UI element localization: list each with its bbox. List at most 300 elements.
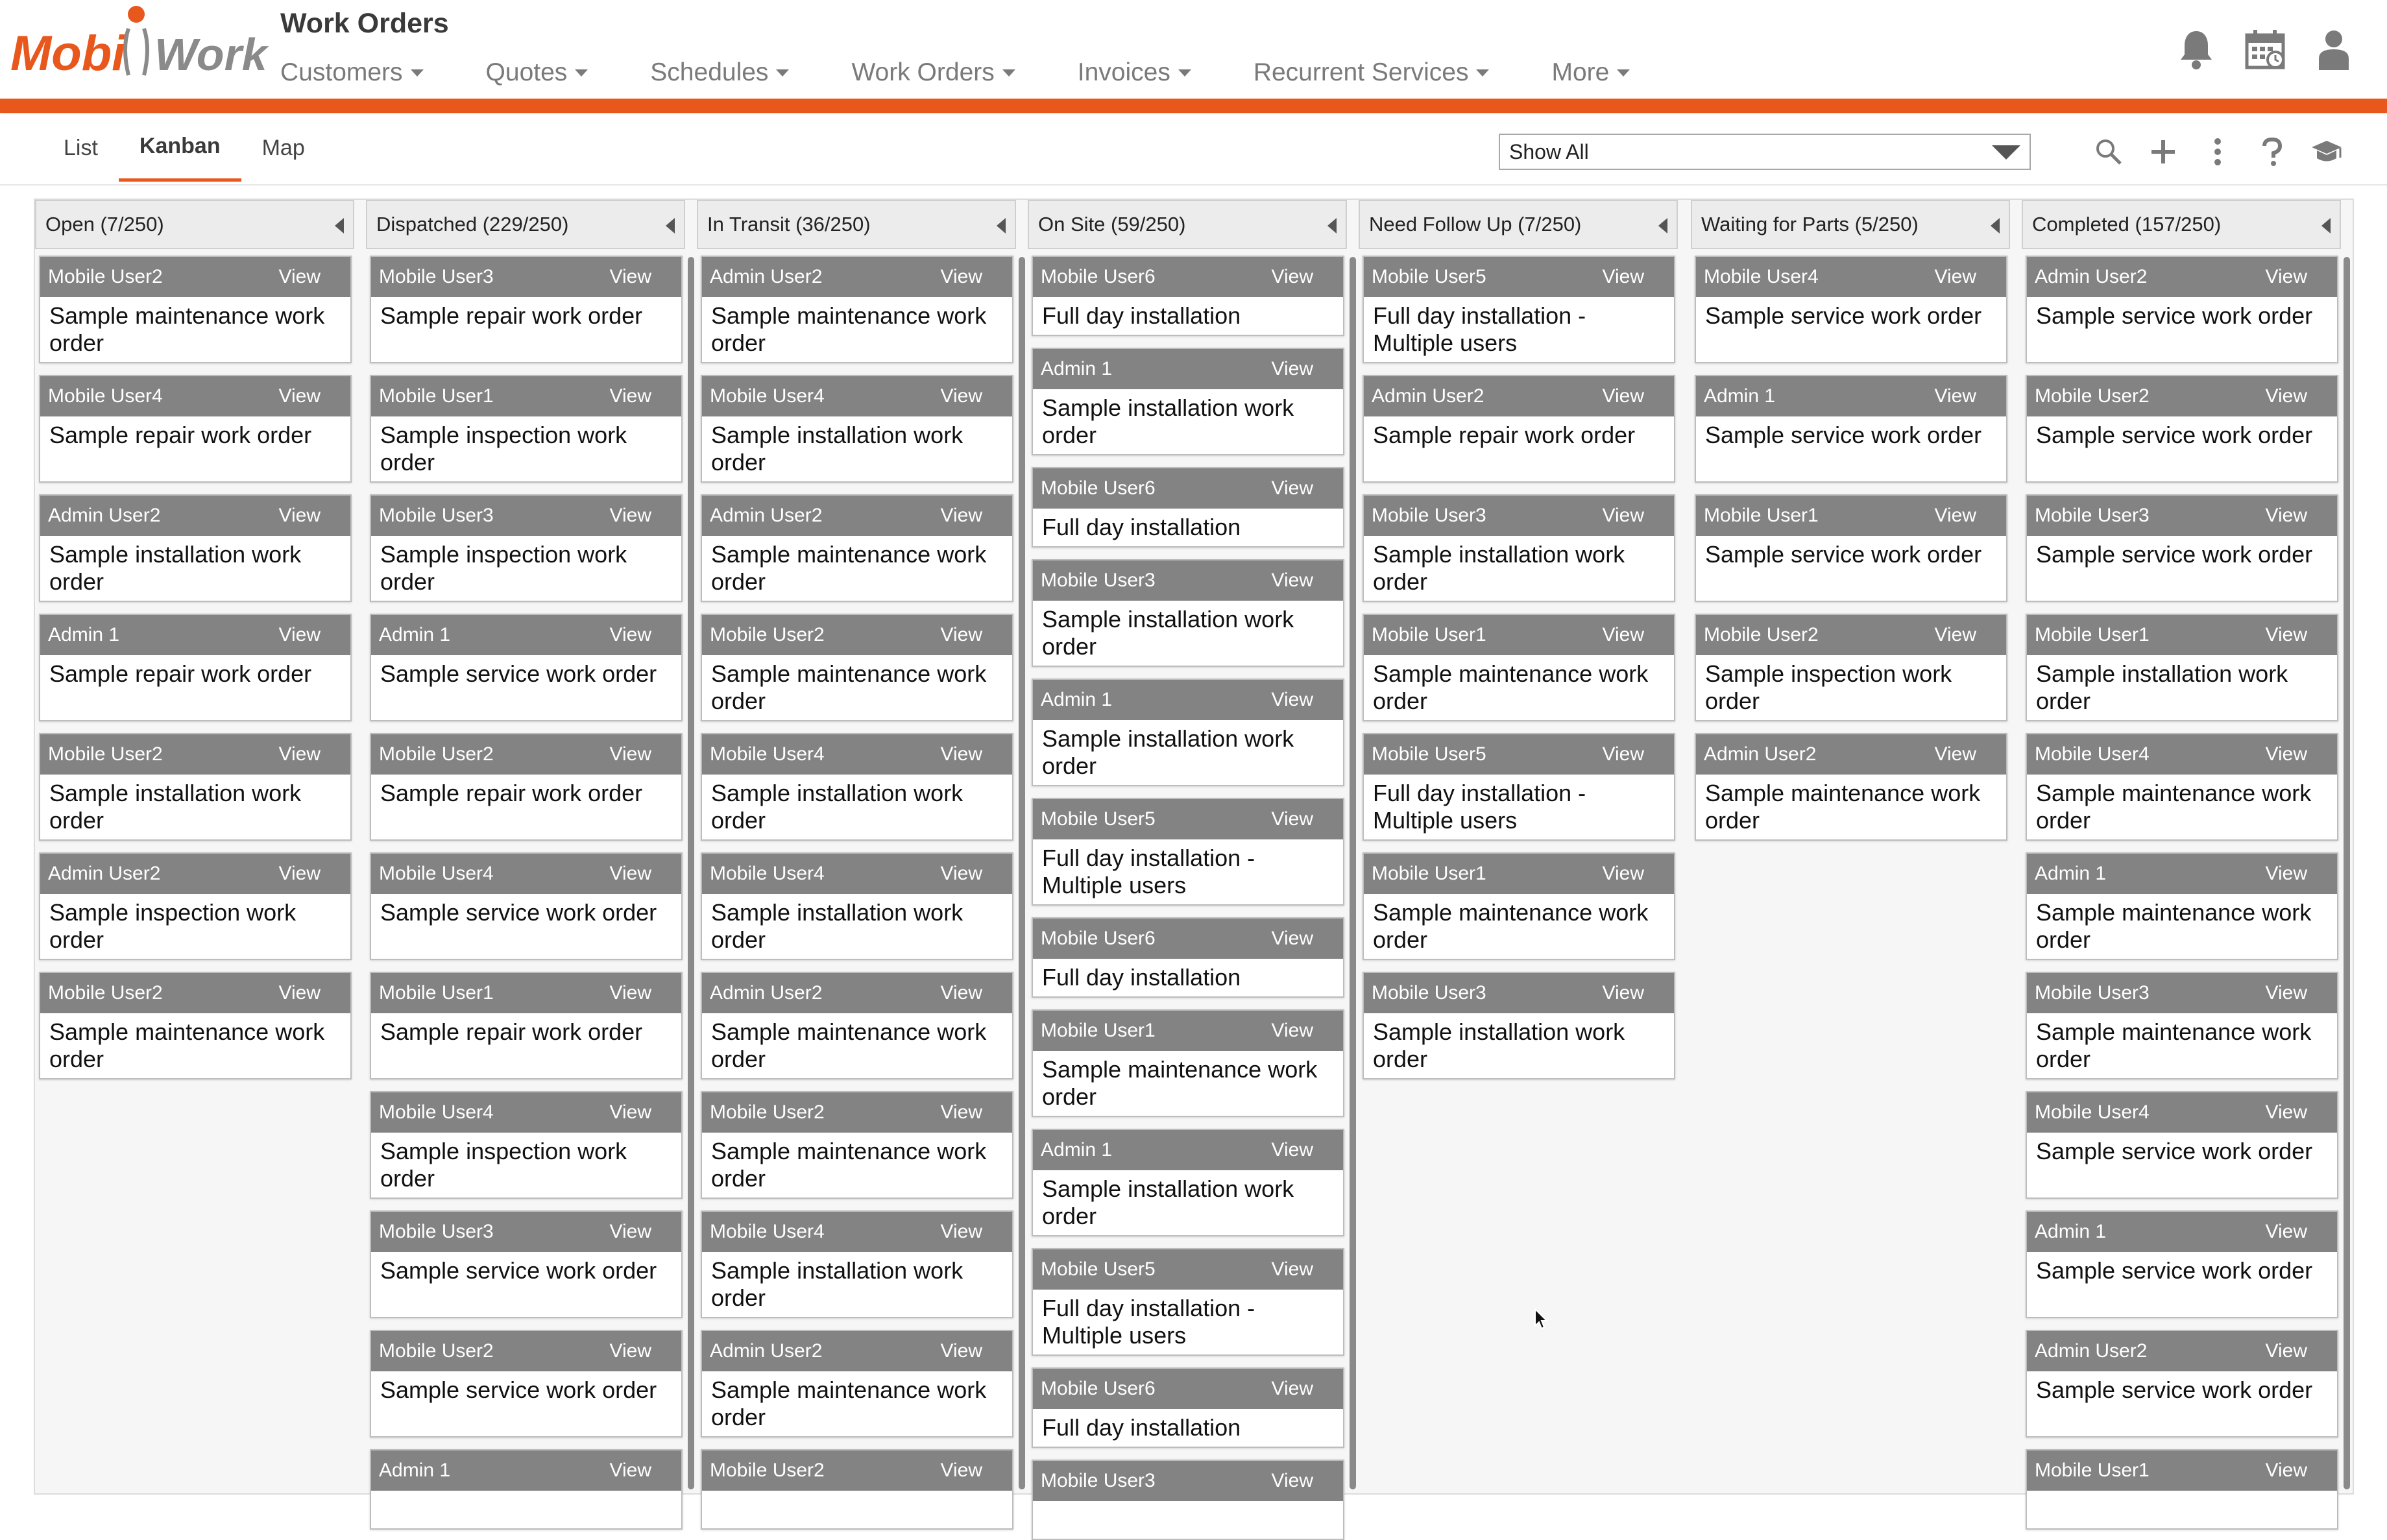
chevron-down-icon xyxy=(1178,69,1191,77)
card-header xyxy=(702,973,1012,1013)
card-title: Full day installation xyxy=(1042,1414,1241,1441)
card-assignee: Mobile User2 xyxy=(1704,624,1819,645)
column-scrollbar[interactable] xyxy=(1350,257,1356,1489)
view-link[interactable]: View xyxy=(1271,266,1313,287)
card-header xyxy=(1033,799,1343,839)
nav-work-orders-label: Work Orders xyxy=(851,58,995,86)
work-order-card[interactable] xyxy=(1363,852,1675,960)
card-title xyxy=(371,1491,681,1528)
view-link[interactable]: View xyxy=(609,624,651,645)
card-assignee: Admin User2 xyxy=(710,266,823,287)
view-link[interactable]: View xyxy=(1271,1020,1313,1041)
column-header xyxy=(2022,200,2341,249)
card-title: Sample maintenance work order xyxy=(2036,899,2312,953)
work-order-card[interactable] xyxy=(1032,559,1344,667)
card-header xyxy=(1364,973,1674,1013)
work-order-card[interactable] xyxy=(1032,1248,1344,1356)
card-title: Sample service work order xyxy=(2036,1377,2313,1403)
view-link[interactable]: View xyxy=(940,266,982,287)
card-assignee: Mobile User3 xyxy=(379,505,494,526)
card-title: Sample service work order xyxy=(380,1257,657,1284)
column-title: Need Follow Up (7/250) xyxy=(1369,213,1582,235)
view-link[interactable]: View xyxy=(278,743,321,765)
nav-recurrent-services-label: Recurrent Services xyxy=(1253,58,1469,86)
work-order-card[interactable] xyxy=(2026,733,2338,841)
work-order-card[interactable] xyxy=(1695,733,2007,841)
card-title: Sample service work order xyxy=(380,660,657,687)
work-order-card[interactable] xyxy=(370,1091,683,1199)
nav-quotes[interactable] xyxy=(486,54,588,91)
work-order-card[interactable] xyxy=(370,1449,683,1530)
card-assignee: Admin User2 xyxy=(1704,743,1817,765)
view-link[interactable]: View xyxy=(1934,505,1976,526)
work-order-card[interactable] xyxy=(2026,1330,2338,1438)
card-header xyxy=(1033,680,1343,720)
card-header xyxy=(1696,615,2006,655)
work-order-card[interactable] xyxy=(1695,375,2007,483)
card-title: Sample service work order xyxy=(380,899,657,926)
card-title: Sample installation work order xyxy=(711,780,963,834)
work-order-card[interactable] xyxy=(1363,256,1675,363)
card-assignee: Admin 1 xyxy=(2035,863,2107,884)
card-assignee: Admin 1 xyxy=(48,624,120,645)
view-link[interactable]: View xyxy=(609,743,651,765)
card-header xyxy=(702,734,1012,775)
card-header xyxy=(371,615,681,655)
kanban-column xyxy=(1691,200,2010,1496)
column-title: On Site (59/250) xyxy=(1038,213,1186,235)
card-title: Sample maintenance work order xyxy=(49,1018,325,1072)
collapse-arrow-icon[interactable] xyxy=(1658,218,1667,234)
view-link[interactable]: View xyxy=(2265,1101,2307,1123)
view-link[interactable]: View xyxy=(609,385,651,407)
work-order-card[interactable] xyxy=(701,494,1013,602)
card-header xyxy=(2027,1450,2337,1491)
card-header xyxy=(702,1450,1012,1491)
view-link[interactable]: View xyxy=(278,505,321,526)
graduation-cap-icon[interactable] xyxy=(2308,132,2345,171)
view-link[interactable]: View xyxy=(1271,808,1313,830)
search-icon[interactable] xyxy=(2090,132,2127,171)
card-header xyxy=(1033,560,1343,601)
card-header xyxy=(2027,376,2337,416)
work-order-card[interactable] xyxy=(370,375,683,483)
card-header xyxy=(2027,854,2337,894)
card-title: Sample installation work order xyxy=(711,422,963,475)
card-header xyxy=(1364,615,1674,655)
column-scrollbar[interactable] xyxy=(688,257,694,1489)
work-order-card[interactable] xyxy=(1695,494,2007,602)
card-title: Sample installation work order xyxy=(49,780,302,834)
collapse-arrow-icon[interactable] xyxy=(1327,218,1337,234)
work-order-card[interactable] xyxy=(39,494,352,602)
view-link[interactable]: View xyxy=(1602,505,1644,526)
view-link[interactable]: View xyxy=(1271,1378,1313,1399)
view-link[interactable]: View xyxy=(609,1101,651,1123)
work-order-card[interactable] xyxy=(1032,1460,1344,1540)
card-assignee: Mobile User5 xyxy=(1041,1258,1156,1280)
work-order-card[interactable] xyxy=(2026,614,2338,721)
collapse-arrow-icon[interactable] xyxy=(1991,218,2000,234)
calendar-icon[interactable] xyxy=(2244,26,2286,73)
work-order-card[interactable] xyxy=(701,972,1013,1079)
app-header xyxy=(0,0,2387,99)
view-link[interactable]: View xyxy=(2265,266,2307,287)
collapse-arrow-icon[interactable] xyxy=(666,218,675,234)
card-header xyxy=(40,376,350,416)
view-link[interactable]: View xyxy=(1602,982,1644,1004)
view-link[interactable]: View xyxy=(609,982,651,1004)
filter-select[interactable] xyxy=(1499,134,2031,170)
card-title: Sample maintenance work order xyxy=(2036,780,2312,834)
view-link[interactable]: View xyxy=(609,1460,651,1481)
card-header xyxy=(702,1092,1012,1133)
column-header xyxy=(1359,200,1678,249)
work-order-card[interactable] xyxy=(1032,348,1344,455)
card-assignee: Admin User2 xyxy=(48,505,161,526)
work-order-card[interactable] xyxy=(1032,1367,1344,1448)
view-link[interactable]: View xyxy=(2265,1460,2307,1481)
work-order-card[interactable] xyxy=(1032,467,1344,547)
card-assignee: Admin 1 xyxy=(1704,385,1776,407)
plus-icon[interactable] xyxy=(2145,132,2181,171)
view-link[interactable]: View xyxy=(609,863,651,884)
card-header xyxy=(2027,973,2337,1013)
view-link[interactable]: View xyxy=(278,266,321,287)
view-link[interactable]: View xyxy=(278,982,321,1004)
view-link[interactable]: View xyxy=(2265,1340,2307,1362)
view-link[interactable]: View xyxy=(2265,624,2307,645)
work-order-card[interactable] xyxy=(2026,1210,2338,1318)
view-link[interactable]: View xyxy=(2265,505,2307,526)
card-header xyxy=(1033,468,1343,509)
view-link[interactable]: View xyxy=(940,1221,982,1242)
card-assignee: Mobile User6 xyxy=(1041,477,1156,499)
card-assignee: Mobile User6 xyxy=(1041,1378,1156,1399)
work-order-card[interactable] xyxy=(1363,972,1675,1079)
card-header xyxy=(1033,1369,1343,1409)
work-order-card[interactable] xyxy=(39,852,352,960)
card-header xyxy=(371,257,681,297)
card-header xyxy=(2027,257,2337,297)
work-order-card[interactable] xyxy=(701,614,1013,721)
card-assignee: Admin User2 xyxy=(2035,1340,2148,1362)
card-header xyxy=(702,615,1012,655)
work-order-card[interactable] xyxy=(1032,679,1344,786)
view-link[interactable]: View xyxy=(1602,385,1644,407)
card-assignee: Mobile User2 xyxy=(2035,385,2150,407)
view-link[interactable]: View xyxy=(1271,570,1313,591)
view-link[interactable]: View xyxy=(1602,266,1644,287)
collapse-arrow-icon[interactable] xyxy=(997,218,1006,234)
card-title: Sample maintenance work order xyxy=(2036,1018,2312,1072)
card-assignee: Admin User2 xyxy=(2035,266,2148,287)
work-order-card[interactable] xyxy=(1363,733,1675,841)
work-order-card[interactable] xyxy=(701,852,1013,960)
card-assignee: Admin User2 xyxy=(710,982,823,1004)
work-order-card[interactable] xyxy=(1695,614,2007,721)
view-link[interactable]: View xyxy=(278,863,321,884)
collapse-arrow-icon[interactable] xyxy=(335,218,344,234)
kanban-column xyxy=(697,200,1016,1496)
card-assignee: Admin User2 xyxy=(710,505,823,526)
card-header xyxy=(2027,1092,2337,1133)
view-link[interactable]: View xyxy=(609,1340,651,1362)
work-order-card[interactable] xyxy=(370,1330,683,1438)
card-assignee: Admin User2 xyxy=(710,1340,823,1362)
view-link[interactable]: View xyxy=(940,743,982,765)
view-link[interactable]: View xyxy=(940,1460,982,1481)
work-order-card[interactable] xyxy=(701,375,1013,483)
work-order-card[interactable] xyxy=(1363,375,1675,483)
chevron-down-icon xyxy=(411,69,424,77)
tab-list[interactable]: List xyxy=(64,135,98,160)
work-order-card[interactable] xyxy=(370,614,683,721)
card-assignee: Mobile User3 xyxy=(1041,570,1156,591)
nav-recurrent-services[interactable] xyxy=(1254,54,1490,91)
view-link[interactable]: View xyxy=(2265,1221,2307,1242)
card-title: Sample maintenance work order xyxy=(49,302,325,356)
card-header xyxy=(371,973,681,1013)
card-title: Sample maintenance work order xyxy=(711,302,987,356)
card-title: Sample service work order xyxy=(2036,422,2313,448)
card-title xyxy=(702,1491,1012,1528)
card-assignee: Mobile User3 xyxy=(1041,1470,1156,1491)
nav-more[interactable] xyxy=(1551,54,1630,91)
card-header xyxy=(40,854,350,894)
card-header xyxy=(2027,615,2337,655)
view-link[interactable]: View xyxy=(940,505,982,526)
view-link[interactable]: View xyxy=(2265,743,2307,765)
view-link[interactable]: View xyxy=(1602,624,1644,645)
card-assignee: Mobile User2 xyxy=(710,1101,825,1123)
work-order-card[interactable] xyxy=(1363,494,1675,602)
card-title: Full day installation xyxy=(1042,514,1241,540)
chevron-down-icon xyxy=(1002,69,1015,77)
card-title: Sample maintenance work order xyxy=(711,1018,987,1072)
card-header xyxy=(702,854,1012,894)
work-order-card[interactable] xyxy=(1363,614,1675,721)
work-order-card[interactable] xyxy=(2026,972,2338,1079)
card-title: Sample maintenance work order xyxy=(711,1138,987,1192)
work-order-card[interactable] xyxy=(370,852,683,960)
card-title xyxy=(1033,1501,1343,1539)
card-assignee: Mobile User6 xyxy=(1041,266,1156,287)
card-header xyxy=(702,257,1012,297)
view-link[interactable]: View xyxy=(1271,1258,1313,1280)
tab-map[interactable]: Map xyxy=(261,135,305,160)
nav-schedules[interactable] xyxy=(650,54,789,91)
work-order-card[interactable] xyxy=(1032,798,1344,906)
work-order-card[interactable] xyxy=(1032,1009,1344,1117)
nav-invoices[interactable] xyxy=(1078,54,1191,91)
chevron-down-icon xyxy=(1617,69,1630,77)
card-assignee: Mobile User1 xyxy=(2035,624,2150,645)
card-title: Sample service work order xyxy=(380,1377,657,1403)
card-assignee: Mobile User4 xyxy=(379,1101,494,1123)
view-link[interactable]: View xyxy=(940,385,982,407)
nav-customers[interactable] xyxy=(280,54,424,91)
view-link[interactable]: View xyxy=(1271,1470,1313,1491)
card-title: Sample service work order xyxy=(2036,1257,2313,1284)
card-header xyxy=(1033,1461,1343,1501)
work-order-card[interactable] xyxy=(701,1210,1013,1318)
kanban-column xyxy=(366,200,685,1496)
view-link[interactable]: View xyxy=(1934,266,1976,287)
view-link[interactable]: View xyxy=(940,1101,982,1123)
work-order-card[interactable] xyxy=(1032,256,1344,336)
mouse-cursor-icon xyxy=(1534,1308,1548,1330)
view-link[interactable]: View xyxy=(940,1340,982,1362)
card-header xyxy=(2027,496,2337,536)
view-link[interactable]: View xyxy=(609,1221,651,1242)
bell-icon[interactable] xyxy=(2175,26,2217,73)
work-order-card[interactable] xyxy=(39,375,352,483)
card-header xyxy=(1364,257,1674,297)
view-link[interactable]: View xyxy=(609,505,651,526)
card-assignee: Admin User2 xyxy=(1372,385,1484,407)
card-assignee: Mobile User6 xyxy=(1041,928,1156,949)
work-order-card[interactable] xyxy=(370,972,683,1079)
card-title: Sample service work order xyxy=(1705,541,1982,568)
view-link[interactable]: View xyxy=(1271,689,1313,710)
card-title: Full day installation xyxy=(1042,964,1241,991)
work-order-card[interactable] xyxy=(2026,852,2338,960)
work-order-card[interactable] xyxy=(1032,917,1344,998)
card-assignee: Mobile User3 xyxy=(2035,505,2150,526)
card-title: Sample service work order xyxy=(1705,422,1982,448)
card-header xyxy=(2027,734,2337,775)
help-icon[interactable] xyxy=(2254,132,2290,171)
card-assignee: Mobile User4 xyxy=(710,385,825,407)
view-link[interactable]: View xyxy=(2265,982,2307,1004)
view-link[interactable]: View xyxy=(278,624,321,645)
card-title: Full day installation - Multiple users xyxy=(1042,845,1255,898)
column-header xyxy=(1691,200,2010,249)
work-order-card[interactable] xyxy=(370,1210,683,1318)
work-order-card[interactable] xyxy=(2026,256,2338,363)
view-link[interactable]: View xyxy=(609,266,651,287)
more-vertical-icon[interactable] xyxy=(2199,132,2236,171)
work-order-card[interactable] xyxy=(1695,256,2007,363)
card-header xyxy=(40,734,350,775)
card-title: Sample service work order xyxy=(2036,541,2313,568)
card-header xyxy=(2027,1212,2337,1252)
card-header xyxy=(1033,257,1343,297)
work-order-card[interactable] xyxy=(2026,1091,2338,1199)
work-order-card[interactable] xyxy=(701,1449,1013,1530)
view-link[interactable]: View xyxy=(1602,863,1644,884)
view-link[interactable]: View xyxy=(1934,385,1976,407)
kanban-column xyxy=(2022,200,2341,1496)
column-title: Dispatched (229/250) xyxy=(376,213,569,235)
column-scrollbar[interactable] xyxy=(1019,257,1025,1489)
work-order-card[interactable] xyxy=(370,733,683,841)
view-link[interactable]: View xyxy=(1271,928,1313,949)
nav-schedules-label: Schedules xyxy=(650,58,769,86)
view-link[interactable]: View xyxy=(1271,358,1313,379)
work-order-card[interactable] xyxy=(701,733,1013,841)
card-assignee: Mobile User2 xyxy=(710,624,825,645)
view-link[interactable]: View xyxy=(940,982,982,1004)
card-title: Sample maintenance work order xyxy=(711,541,987,595)
card-title: Sample installation work order xyxy=(49,541,302,595)
view-link[interactable]: View xyxy=(2265,863,2307,884)
card-header xyxy=(40,973,350,1013)
work-order-card[interactable] xyxy=(2026,1449,2338,1530)
card-header xyxy=(702,496,1012,536)
view-link[interactable]: View xyxy=(278,385,321,407)
nav-invoices-label: Invoices xyxy=(1077,58,1170,86)
card-assignee: Mobile User2 xyxy=(379,743,494,765)
svg-text:Work: Work xyxy=(154,29,267,80)
card-assignee: Mobile User4 xyxy=(1704,266,1819,287)
card-title: Sample service work order xyxy=(2036,1138,2313,1164)
tab-kanban[interactable]: Kanban xyxy=(119,114,241,182)
view-link[interactable]: View xyxy=(1602,743,1644,765)
column-title: Waiting for Parts (5/250) xyxy=(1701,213,1919,235)
card-header xyxy=(1696,734,2006,775)
work-order-card[interactable] xyxy=(39,256,352,363)
view-link[interactable]: View xyxy=(1934,624,1976,645)
work-order-card[interactable] xyxy=(1032,1129,1344,1236)
work-order-card[interactable] xyxy=(39,972,352,1079)
card-header xyxy=(1033,349,1343,389)
card-assignee: Mobile User1 xyxy=(1372,624,1486,645)
work-order-card[interactable] xyxy=(2026,375,2338,483)
work-order-card[interactable] xyxy=(701,1091,1013,1199)
nav-work-orders[interactable] xyxy=(851,54,1015,91)
work-order-card[interactable] xyxy=(370,494,683,602)
card-title: Sample service work order xyxy=(1705,302,1982,329)
view-link[interactable]: View xyxy=(1934,743,1976,765)
kanban-column xyxy=(1359,200,1678,1496)
work-order-card[interactable] xyxy=(370,256,683,363)
work-order-card[interactable] xyxy=(39,614,352,721)
header-icons xyxy=(2175,26,2355,73)
filter-select-value: Show All xyxy=(1509,139,1589,163)
card-assignee: Admin User2 xyxy=(48,863,161,884)
mobiwork-logo[interactable] xyxy=(8,3,267,87)
card-title xyxy=(2027,1491,2337,1528)
kanban-board xyxy=(34,199,2354,1495)
view-link[interactable]: View xyxy=(940,624,982,645)
column-header xyxy=(366,200,685,249)
card-header xyxy=(1033,1249,1343,1290)
work-order-card[interactable] xyxy=(39,733,352,841)
card-title: Sample maintenance work order xyxy=(1042,1056,1318,1110)
view-link[interactable]: View xyxy=(2265,385,2307,407)
column-scrollbar[interactable] xyxy=(2344,257,2350,1489)
card-assignee: Admin 1 xyxy=(379,624,451,645)
work-order-card[interactable] xyxy=(701,1330,1013,1438)
user-icon[interactable] xyxy=(2313,26,2355,73)
view-link[interactable]: View xyxy=(940,863,982,884)
card-header xyxy=(1033,1011,1343,1051)
card-header xyxy=(40,257,350,297)
card-assignee: Mobile User4 xyxy=(2035,743,2150,765)
card-title: Sample maintenance work order xyxy=(1373,660,1649,714)
card-header xyxy=(40,615,350,655)
view-link[interactable]: View xyxy=(1271,477,1313,499)
card-header xyxy=(371,1212,681,1252)
collapse-arrow-icon[interactable] xyxy=(2321,218,2331,234)
card-title: Sample installation work order xyxy=(1042,1175,1294,1229)
card-title: Sample repair work order xyxy=(1373,422,1636,448)
view-link[interactable]: View xyxy=(1271,1139,1313,1161)
work-order-card[interactable] xyxy=(701,256,1013,363)
work-order-card[interactable] xyxy=(2026,494,2338,602)
